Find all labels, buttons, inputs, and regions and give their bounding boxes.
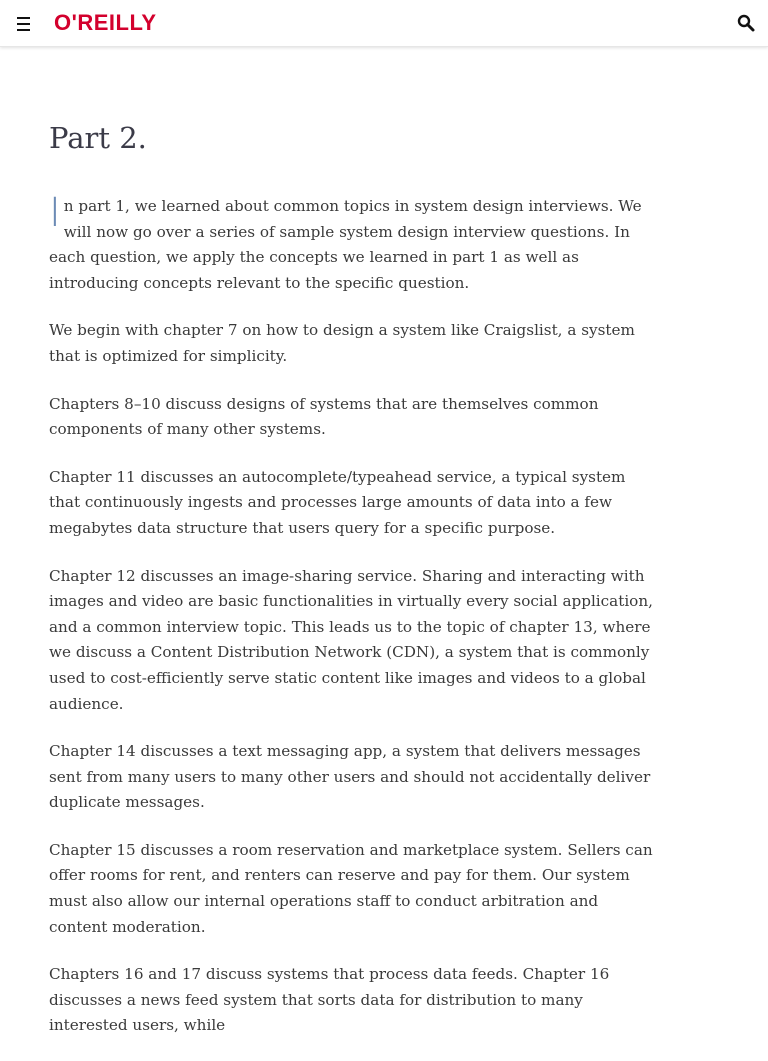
- chapter-title: Part 2.: [49, 121, 147, 155]
- paragraph: We begin with chapter 7 on how to design a system like Craigslist, a system that is optimized for simplicity.: [49, 321, 635, 365]
- hamburger-menu-icon[interactable]: [14, 14, 34, 34]
- chapter-content: [49, 80, 659, 1061]
- menu-bar-line: [17, 29, 30, 31]
- paragraph: Chapter 15 discusses a room reservation and marketplace system. Sellers can offer rooms for rent, and renters can reserve and pay for them. Our system must also allow our internal operations staff to conduct arbitration and content moderation.: [49, 840, 653, 936]
- paragraph: Chapter 14 discusses a text messaging app, a system that delivers messages sent from many users to many other users and should not accidentally deliver duplicate messages.: [49, 742, 651, 812]
- top-navigation-bar: [0, 0, 768, 47]
- paragraph-text: n part 1, we learned about common topics in system design interviews. We will now go over a series of sample system design interview questions. In each question, we apply the concepts we learned in part 1 as well as introducing concepts relevant to the specific question.: [49, 197, 642, 292]
- search-icon[interactable]: [736, 13, 756, 33]
- menu-bar-line: [17, 17, 30, 19]
- paragraph: Chapters 8–10 discuss designs of systems that are themselves common components of many other systems.: [49, 394, 599, 439]
- drop-cap: I: [49, 190, 61, 236]
- menu-bar-line: [17, 23, 30, 25]
- paragraph: Chapter 11 discusses an autocomplete/typeahead service, a typical system that continuously ingests and processes large amounts of data into a few megabytes data structure that users query for a specific purpose.: [49, 467, 626, 537]
- oreilly-logo[interactable]: O'REILLY: [54, 10, 157, 35]
- paragraph: Chapter 12 discusses an image-sharing service. Sharing and interacting with images and video are basic functionalities in virtually every social application, and a common interview topic. This leads us to the topic of chapter 13, where we discuss a Content Distribution Network (CDN), a system that is commonly used to cost-efficiently serve static content like images and videos to a global audience.: [49, 566, 653, 713]
- paragraph: [49, 190, 659, 296]
- paragraph: Chapters 16 and 17 discuss systems that process data feeds. Chapter 16 discusses a news feed system that sorts data for distribution to many interested users, while: [49, 965, 610, 1035]
